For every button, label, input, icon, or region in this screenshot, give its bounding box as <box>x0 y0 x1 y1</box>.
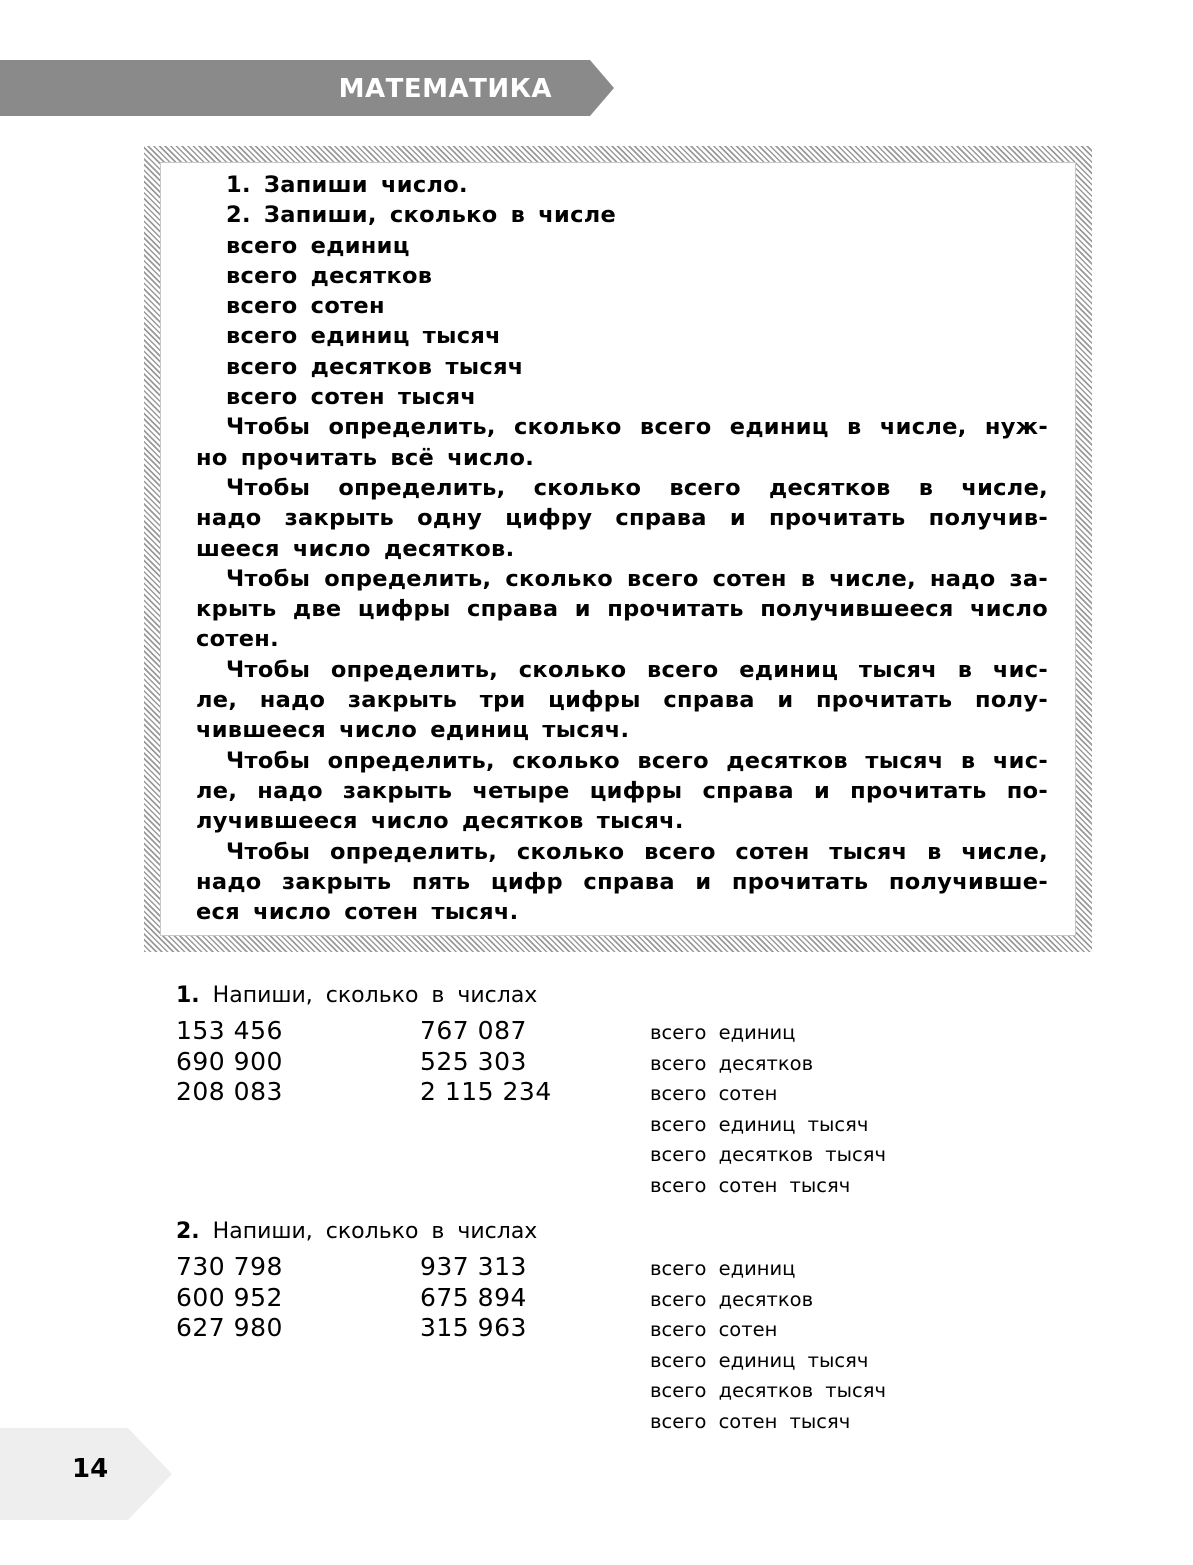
exercise-instruction: Напиши, сколько в числах <box>212 1219 538 1244</box>
page-number: 14 <box>72 1454 109 1484</box>
rule-paragraph-line: крыть две цифры справа и прочитать получившееся число <box>196 596 1048 623</box>
rule-paragraph-line: Чтобы определить, сколько всего сотен в числе, надо за- <box>226 565 1048 592</box>
rule-paragraph-line: ле, надо закрыть четыре цифры справа и прочитать по- <box>196 777 1048 804</box>
rule-paragraph-line: чившееся число единиц тысяч. <box>196 717 630 744</box>
rule-line: 1. Запиши число. <box>226 172 468 198</box>
number-item: 153 456 <box>176 1016 283 1045</box>
section-title: МАТЕМАТИКА <box>338 74 552 104</box>
rule-line: всего десятков <box>226 262 433 289</box>
rule-paragraph-line: ле, надо закрыть три цифры справа и прочитать полу- <box>196 687 1048 714</box>
number-item: 730 798 <box>176 1252 283 1281</box>
number-item: 525 303 <box>420 1046 527 1076</box>
number-item: 675 894 <box>420 1282 527 1312</box>
rule-line: всего десятков тысяч <box>226 353 524 380</box>
rule-line: всего единиц тысяч <box>226 323 501 350</box>
labels-column <box>650 1018 886 1201</box>
label-item: всего десятков тысяч <box>650 1379 887 1402</box>
label-item: всего сотен тысяч <box>650 1409 851 1433</box>
label-item: всего сотен тысяч <box>650 1173 851 1197</box>
numbers-column-1 <box>176 1016 283 1108</box>
rule-paragraph-line: Чтобы определить, сколько всего десятков тысяч в чис- <box>226 747 1048 774</box>
number-item: 690 900 <box>176 1046 283 1076</box>
label-item: всего единиц тысяч <box>650 1348 869 1372</box>
rule-paragraph-line: лучившееся число десятков тысяч. <box>196 808 684 835</box>
number-item: 937 313 <box>420 1252 527 1281</box>
label-item: всего единиц <box>650 1021 796 1044</box>
number-item: 600 952 <box>176 1282 283 1312</box>
numbers-column-1 <box>176 1252 283 1344</box>
number-item: 767 087 <box>420 1016 527 1045</box>
label-item: всего десятков <box>650 1287 814 1311</box>
rule-text <box>196 170 1048 927</box>
label-item: всего единиц <box>650 1257 796 1280</box>
label-item: всего единиц тысяч <box>650 1112 869 1136</box>
rule-paragraph-line: но прочитать всё число. <box>196 444 535 471</box>
exercise-number: 2. <box>176 1219 200 1244</box>
rule-paragraph-line: Чтобы определить, сколько всего единиц тысяч в чис- <box>226 656 1048 683</box>
rule-line: всего единиц <box>226 232 410 259</box>
exercise-instruction: Напиши, сколько в числах <box>212 983 538 1008</box>
numbers-column-2 <box>420 1016 552 1108</box>
rule-line: 2. Запиши, сколько в числе <box>226 202 617 229</box>
numbers-column-2 <box>420 1252 527 1344</box>
label-item: всего десятков <box>650 1051 814 1075</box>
exercise-number: 1. <box>176 983 200 1008</box>
rule-paragraph-line: Чтобы определить, сколько всего сотен тысяч в числе, <box>226 838 1048 865</box>
section-banner <box>0 60 614 116</box>
exercise-1 <box>176 982 1036 1202</box>
rule-paragraph-line: шееся число десятков. <box>196 535 515 562</box>
exercise-title <box>176 1218 1036 1246</box>
label-item: всего сотен <box>650 1318 778 1341</box>
rule-paragraph-line: надо закрыть одну цифру справа и прочитать получив- <box>196 505 1048 532</box>
rule-paragraph-line: надо закрыть пять цифр справа и прочитать получивше- <box>196 868 1048 895</box>
page-number-tab <box>0 1428 172 1520</box>
rule-paragraph-line: сотен. <box>196 626 279 653</box>
number-item: 2 115 234 <box>420 1077 552 1106</box>
label-item: всего сотен <box>650 1082 778 1105</box>
rule-line: всего сотен <box>226 293 385 320</box>
rule-line: всего сотен тысяч <box>226 384 477 411</box>
rule-paragraph-line: еся число сотен тысяч. <box>196 899 519 926</box>
number-item: 315 963 <box>420 1313 527 1342</box>
number-item: 627 980 <box>176 1313 283 1342</box>
label-item: всего десятков тысяч <box>650 1143 887 1166</box>
rule-paragraph-line: Чтобы определить, сколько всего единиц в числе, нуж- <box>226 414 1048 441</box>
exercise-2 <box>176 1218 1036 1438</box>
labels-column <box>650 1254 886 1437</box>
rule-paragraph-line: Чтобы определить, сколько всего десятков в числе, <box>226 474 1048 501</box>
number-item: 208 083 <box>176 1077 283 1106</box>
exercise-title <box>176 982 1036 1010</box>
